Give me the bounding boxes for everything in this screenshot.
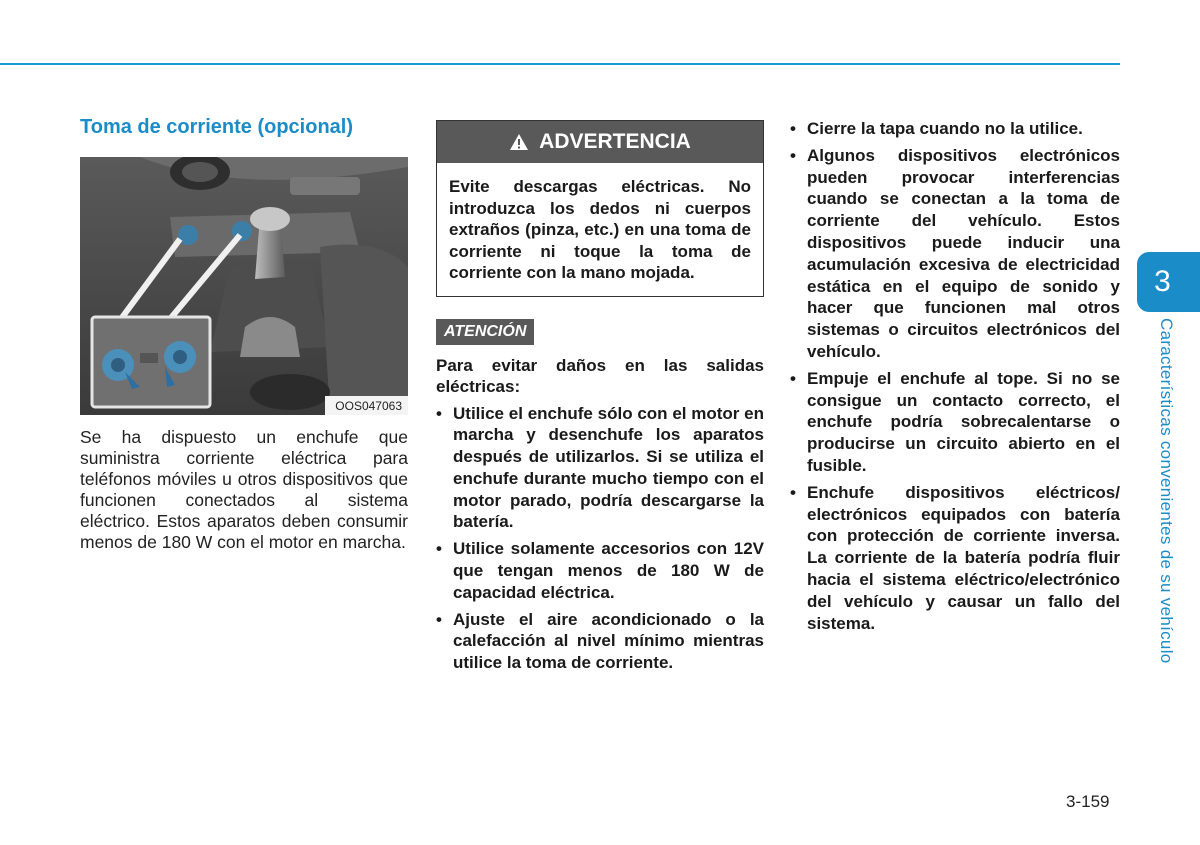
chapter-tab: 3 bbox=[1137, 252, 1200, 312]
left-column bbox=[80, 110, 408, 553]
middle-column bbox=[436, 120, 764, 679]
section-title: Toma de corriente (opcional) bbox=[80, 116, 353, 138]
center-console-illustration bbox=[80, 157, 408, 415]
header-rule bbox=[0, 63, 1120, 65]
right-column bbox=[790, 118, 1120, 639]
list-item: • Cierre la tapa cuando no la utilice. bbox=[790, 118, 1120, 140]
warning-title: ADVERTENCIA bbox=[539, 130, 691, 153]
list-item: • Algunos dispositivos electrónicos pueden provocar interferencias cuando se conectan a la toma de corriente del vehículo. Estos dispositivos puede inducir una acumulación excesiva de electricidad estática en el equipo de sonido y hacer que funcionen mal otros sistemas o circuitos electrónicos del vehículo. bbox=[790, 145, 1120, 363]
list-item: • Empuje el enchufe al tope. Si no se consigue un contacto correcto, el enchufe podría sobrecalentarse o producirse un circuito abierto en el fusible. bbox=[790, 368, 1120, 477]
outlet-description: Se ha dispuesto un enchufe que suministra corriente eléctrica para teléfonos móviles u otros dispositivos que funcionen conectados al sistema eléctrico. Estos aparatos deben consumir menos de 180 W con el motor en marcha. bbox=[80, 427, 408, 552]
list-item: • Utilice el enchufe sólo con el motor en marcha y desenchufe los aparatos después de utilizarlos. Si se utiliza el enchufe durante mucho tiempo con el motor parado, podría descargarse la batería. bbox=[436, 403, 764, 534]
caution-list-continued bbox=[790, 118, 1120, 634]
warning-header bbox=[437, 121, 763, 163]
caution-label: ATENCIÓN bbox=[436, 319, 534, 345]
list-item: • Enchufe dispositivos eléctricos/ electrónicos equipados con batería con protección de corriente inversa. La corriente de la batería podría fluir hacia el sistema eléctrico/electrónico del vehículo y causar un fallo del sistema. bbox=[790, 482, 1120, 635]
list-item: • Ajuste el aire acondicionado o la calefacción al nivel mínimo mientras utilice la toma de corriente. bbox=[436, 609, 764, 674]
page-number: 3-159 bbox=[1066, 792, 1110, 811]
warning-box bbox=[436, 120, 764, 297]
figure-code: OOS047063 bbox=[325, 396, 408, 415]
warning-text: Evite descargas eléctricas. No introduzca los dedos ni cuerpos extraños (pinza, etc.) en una toma de corriente ni toque la toma de corriente con la mano mojada. bbox=[449, 177, 751, 282]
power-outlet-figure bbox=[80, 157, 408, 415]
warning-triangle-icon bbox=[509, 133, 529, 151]
chapter-title: Características convenientes de su vehículo bbox=[1157, 318, 1176, 664]
list-item: • Utilice solamente accesorios con 12V que tengan menos de 180 W de capacidad eléctrica. bbox=[436, 538, 764, 603]
caution-intro: Para evitar daños en las salidas eléctricas: bbox=[436, 355, 764, 396]
caution-list bbox=[436, 403, 764, 675]
